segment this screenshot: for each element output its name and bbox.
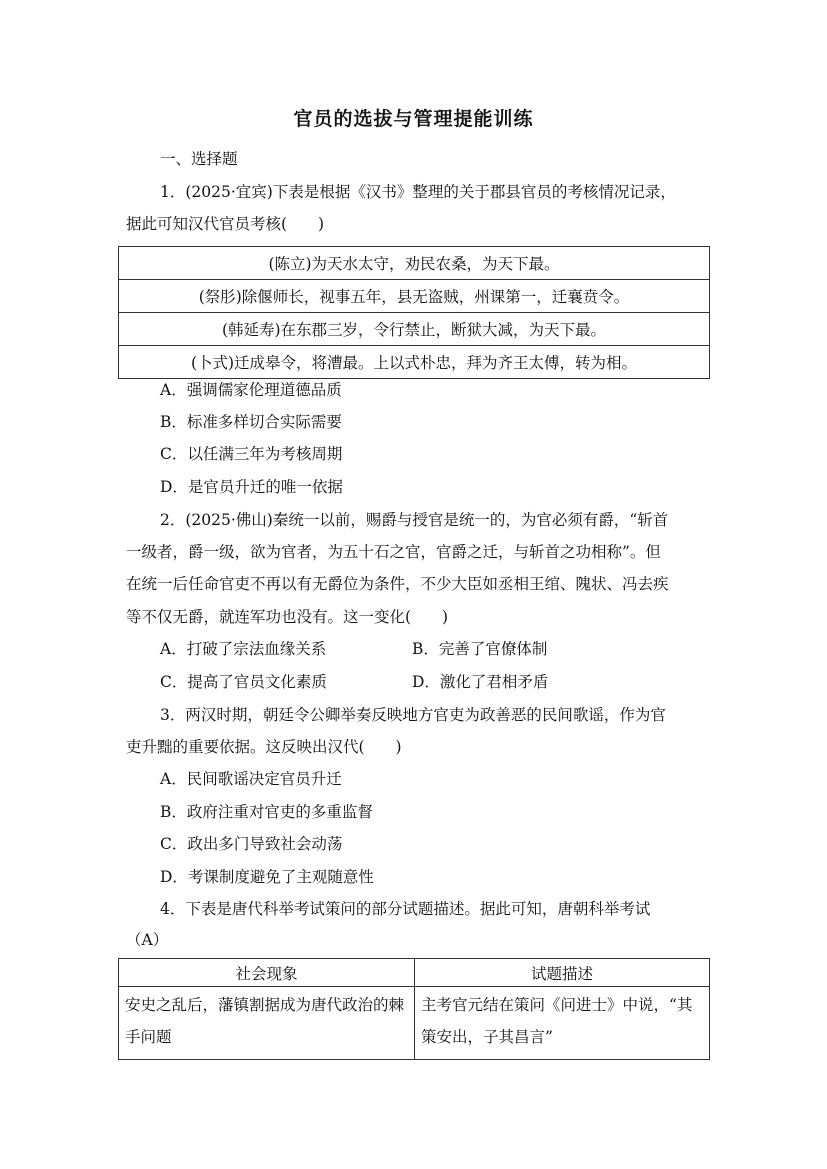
table-cell: (祭肜)除偃师长，视事五年，县无盗贼，州课第一，迁襄贲令。 [119,280,710,313]
q3-option-d: D．考课制度避免了主观随意性 [160,868,374,886]
table-row [119,247,710,280]
q3-option-a: A．民间歌谣决定官员升迁 [160,770,342,788]
q4-stem-line-2: （A） [126,931,169,949]
q1-option-c: C．以任满三年为考核周期 [160,445,343,463]
table-header-row [119,959,710,987]
q2-stem-line-4: 等不仅无爵，就连军功也没有。这一变化( ) [126,608,449,626]
section-heading: 一、选择题 [160,150,238,168]
q2-option-d: D．激化了君相矛盾 [412,673,549,691]
q2-option-a: A．打破了宗法血缘关系 [160,640,327,658]
table-row [119,313,710,346]
table-row [119,987,710,1060]
table-row [119,346,710,379]
q3-stem-line-1: 3．两汉时期，朝廷令公卿举奏反映地方官吏为政善恶的民间歌谣，作为官 [160,706,666,724]
q3-stem-line-2: 吏升黜的重要依据。这反映出汉代( ) [126,738,402,756]
q3-option-b: B．政府注重对官吏的多重监督 [160,803,373,821]
page-title: 官员的选拔与管理提能训练 [293,108,534,130]
q4-exam-table [118,958,710,1060]
q1-stem-line-2: 据此可知汉代官员考核( ) [126,215,325,233]
table-header-cell: 社会现象 [119,959,415,987]
q2-stem-line-2: 一级者，爵一级，欲为官者，为五十石之官，官爵之迁，与斩首之功相称”。但 [126,543,661,561]
q2-stem-line-3: 在统一后任命官吏不再以有无爵位为条件，不少大臣如丞相王绾、隗状、冯去疾 [126,575,669,593]
table-cell: 主考官元结在策问《问进士》中说，“其策安出，子其昌言” [415,987,710,1060]
q1-stem-line-1: 1．(2025·宜宾)下表是根据《汉书》整理的关于郡县官员的考核情况记录， [160,183,676,201]
table-row [119,280,710,313]
q1-option-d: D．是官员升迁的唯一依据 [160,478,343,496]
q4-stem-line-1: 4．下表是唐代科举考试策问的部分试题描述。据此可知，唐朝科举考试 [160,900,651,918]
table-cell: (卜式)迁成皋令，将漕最。上以式朴忠，拜为齐王太傅，转为相。 [119,346,710,379]
q1-option-b: B．标准多样切合实际需要 [160,413,342,431]
q1-records-table [118,246,710,379]
table-cell: 安史之乱后，藩镇割据成为唐代政治的棘手问题 [119,987,415,1060]
q2-option-c: C．提高了官员文化素质 [160,673,327,691]
q2-option-b: B．完善了官僚体制 [412,640,548,658]
table-cell: (陈立)为天水太守，劝民农桑，为天下最。 [119,247,710,280]
table-cell: (韩延寿)在东郡三岁，令行禁止，断狱大减，为天下最。 [119,313,710,346]
q3-option-c: C．政出多门导致社会动荡 [160,835,343,853]
table-header-cell: 试题描述 [415,959,710,987]
q1-option-a: A．强调儒家伦理道德品质 [160,381,342,399]
q2-stem-line-1: 2．(2025·佛山)秦统一以前，赐爵与授官是统一的，为官必须有爵，“斩首 [160,511,669,529]
